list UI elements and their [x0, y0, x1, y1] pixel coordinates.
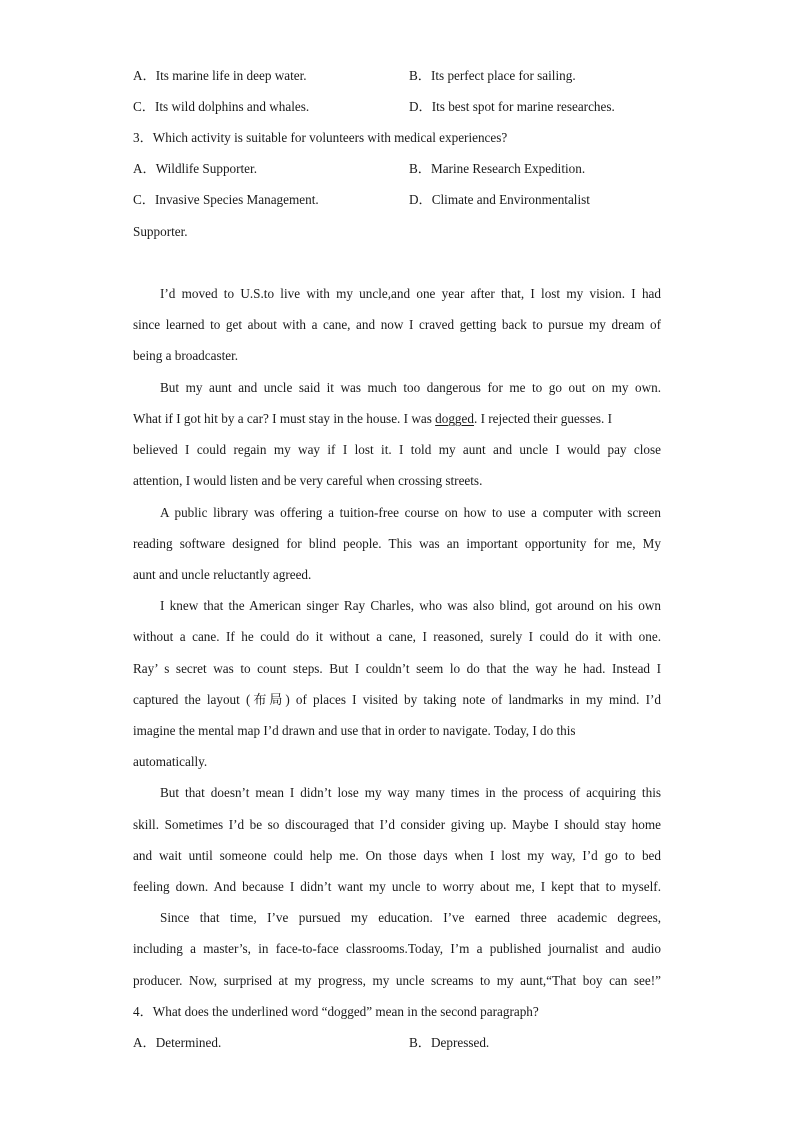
passage-p6-line1: Since that time, I’ve pursued my education. I’ve earned three academic degrees,	[160, 910, 661, 925]
passage-p5-line4: feeling down. And because I didn’t want my uncle to worry about me, I kept that to myself.	[133, 879, 661, 894]
passage-p4-line2: without a cane. If he could do it without a cane, I reasoned, surely I could do it with one.	[133, 629, 661, 644]
q3-option-d-continued: Supporter.	[133, 224, 188, 239]
passage-p6-line3: producer. Now, surprised at my progress, my uncle screams to my aunt,“That boy can see!”	[133, 973, 661, 988]
passage-p6-line2: including a master’s, in face-to-face classrooms.Today, I’m a published journalist and audio	[133, 941, 661, 956]
q4-option-b: B．Depressed.	[409, 1035, 490, 1050]
passage-p4-line6: automatically.	[133, 754, 208, 769]
q3-option-c: C．Invasive Species Management.	[133, 192, 319, 207]
q3-option-b: B．Marine Research Expedition.	[409, 161, 586, 176]
q3-option-d: D．Climate and Environmentalist	[409, 192, 590, 207]
q2-option-d: D．Its best spot for marine researches.	[409, 99, 615, 114]
passage-p5-line3: and wait until someone could help me. On those days when I lost my way, I’d go to bed	[133, 848, 661, 863]
passage-p4-line1: I knew that the American singer Ray Charles, who was also blind, got around on his own	[160, 598, 661, 613]
passage-p1-line1: I’d moved to U.S.to live with my uncle,and one year after that, I lost my vision. I had	[160, 286, 661, 301]
passage-p5-line2: skill. Sometimes I’d be so discouraged that I’d consider giving up. Maybe I should stay home	[133, 817, 661, 832]
passage-p2-line2	[133, 411, 612, 427]
passage-p4-line5: imagine the mental map I’d drawn and use that in order to navigate. Today, I do this	[133, 723, 576, 738]
passage-p3-line1: A public library was offering a tuition-free course on how to use a computer with screen	[160, 505, 661, 520]
q2-option-c: C．Its wild dolphins and whales.	[133, 99, 310, 114]
passage-p3-line2: reading software designed for blind people. This was an important opportunity for me, My	[133, 536, 661, 551]
passage-p2-line2-after: . I rejected their guesses. I	[473, 411, 613, 426]
passage-p5-line1: But that doesn’t mean I didn’t lose my way many times in the process of acquiring this	[160, 785, 661, 800]
passage-p1-line3: being a broadcaster.	[133, 348, 239, 363]
q2-option-a: A．Its marine life in deep water.	[133, 68, 307, 83]
q4-stem: 4．What does the underlined word “dogged” mean in the second paragraph?	[133, 1004, 539, 1019]
passage-p2-line4: attention, I would listen and be very careful when crossing streets.	[133, 473, 483, 488]
passage-p2-line3: believed I could regain my way if I lost it. I told my aunt and uncle I would pay close	[133, 442, 661, 457]
q3-option-a: A．Wildlife Supporter.	[133, 161, 257, 176]
q4-option-a: A．Determined.	[133, 1035, 222, 1050]
passage-p4-line4: captured the layout (布局) of places I visited by taking note of landmarks in my mind. I’d	[133, 692, 661, 707]
passage-p2-line2-before: What if I got hit by a car? I must stay in the house. I was	[133, 411, 436, 426]
q3-stem: 3．Which activity is suitable for volunteers with medical experiences?	[133, 130, 508, 145]
underlined-word-dogged: dogged	[435, 411, 474, 426]
passage-p4-line3: Ray’ s secret was to count steps. But I couldn’t seem lo do that the way he had. Instead I	[133, 661, 661, 676]
passage-p3-line3: aunt and uncle reluctantly agreed.	[133, 567, 312, 582]
passage-p2-line1: But my aunt and uncle said it was much too dangerous for me to go out on my own.	[160, 380, 661, 395]
q2-option-b: B．Its perfect place for sailing.	[409, 68, 576, 83]
passage-p1-line2: since learned to get about with a cane, and now I craved getting back to pursue my dream of	[133, 317, 661, 332]
